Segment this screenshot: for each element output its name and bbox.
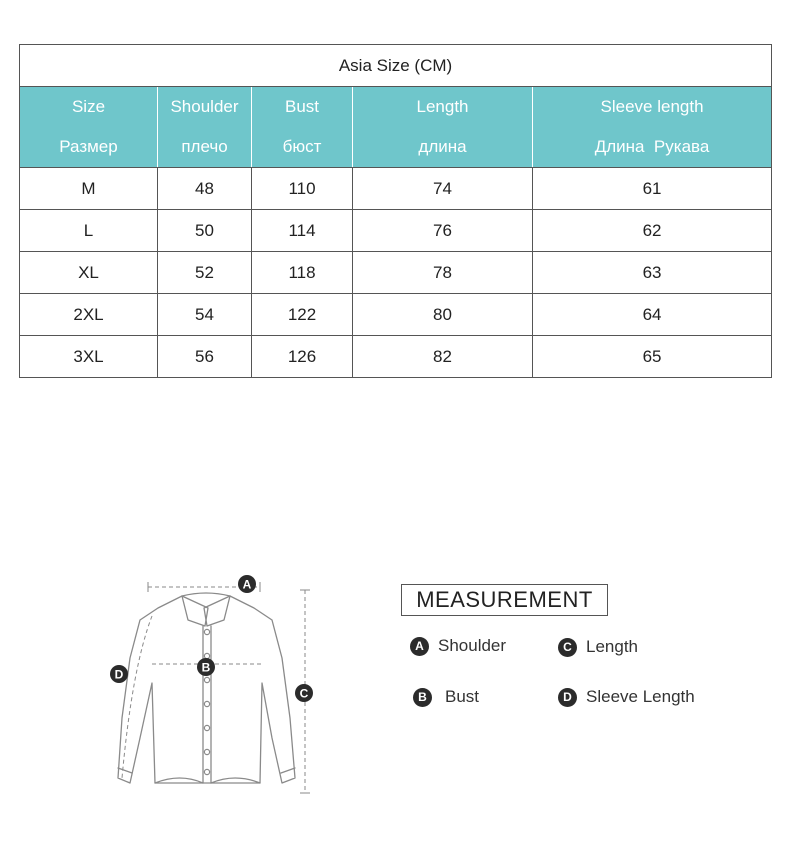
marker-a-icon: A (410, 637, 429, 656)
size-chart-table (19, 44, 772, 378)
header-row-english (20, 87, 772, 128)
bust-cell: 126 (252, 336, 353, 378)
table-title: Asia Size (CM) (20, 45, 772, 87)
length-cell: 76 (353, 210, 533, 252)
legend-item-sleeve-length (558, 687, 695, 707)
svg-text:B: B (201, 660, 211, 675)
length-cell: 80 (353, 294, 533, 336)
marker-c-icon (295, 684, 313, 702)
shoulder-cell: 54 (158, 294, 252, 336)
length-cell: 74 (353, 168, 533, 210)
header-size-ru: Размер (20, 127, 158, 168)
header-size: Size (20, 87, 158, 128)
shoulder-cell: 56 (158, 336, 252, 378)
legend-label: Sleeve Length (586, 687, 695, 706)
sleeve-length-cell: 65 (533, 336, 772, 378)
legend-item-bust (413, 687, 479, 707)
marker-d-icon: D (558, 688, 577, 707)
header-shoulder-ru: плечо (158, 127, 252, 168)
header-length: Length (353, 87, 533, 128)
table-row (20, 168, 772, 210)
size-cell: M (20, 168, 158, 210)
legend-item-length (558, 637, 638, 657)
length-cell: 82 (353, 336, 533, 378)
marker-c-icon: C (558, 638, 577, 657)
shoulder-cell: 50 (158, 210, 252, 252)
bust-cell: 122 (252, 294, 353, 336)
header-shoulder: Shoulder (158, 87, 252, 128)
header-bust-ru: бюст (252, 127, 353, 168)
legend-label: Shoulder (438, 636, 507, 655)
measurement-title: MEASUREMENT (401, 584, 608, 616)
sleeve-length-cell: 64 (533, 294, 772, 336)
svg-text:C: C (299, 686, 309, 701)
svg-text:A: A (242, 577, 252, 592)
header-row-russian (20, 127, 772, 168)
table-row (20, 252, 772, 294)
header-length-ru: длина (353, 127, 533, 168)
length-cell: 78 (353, 252, 533, 294)
shoulder-cell: 48 (158, 168, 252, 210)
sleeve-length-cell: 63 (533, 252, 772, 294)
size-cell: XL (20, 252, 158, 294)
size-cell: L (20, 210, 158, 252)
size-cell: 2XL (20, 294, 158, 336)
header-sleeve-length: Sleeve length (533, 87, 772, 128)
marker-b-icon (197, 658, 215, 676)
legend-label: Length (586, 637, 638, 656)
sleeve-length-cell: 62 (533, 210, 772, 252)
marker-a-icon (238, 575, 256, 593)
legend-label: Bust (445, 687, 480, 706)
size-cell: 3XL (20, 336, 158, 378)
svg-text:D: D (114, 667, 124, 682)
header-bust: Bust (252, 87, 353, 128)
header-sleeve-length-ru: Длина Рукава (533, 127, 772, 168)
bust-cell: 118 (252, 252, 353, 294)
marker-d-icon (110, 665, 128, 683)
shirt-measurement-diagram (100, 568, 330, 808)
bust-cell: 110 (252, 168, 353, 210)
table-row (20, 294, 772, 336)
table-row (20, 210, 772, 252)
shoulder-cell: 52 (158, 252, 252, 294)
table-row (20, 336, 772, 378)
bust-cell: 114 (252, 210, 353, 252)
marker-b-icon: B (413, 688, 432, 707)
sleeve-length-cell: 61 (533, 168, 772, 210)
legend-item-shoulder (410, 636, 506, 656)
